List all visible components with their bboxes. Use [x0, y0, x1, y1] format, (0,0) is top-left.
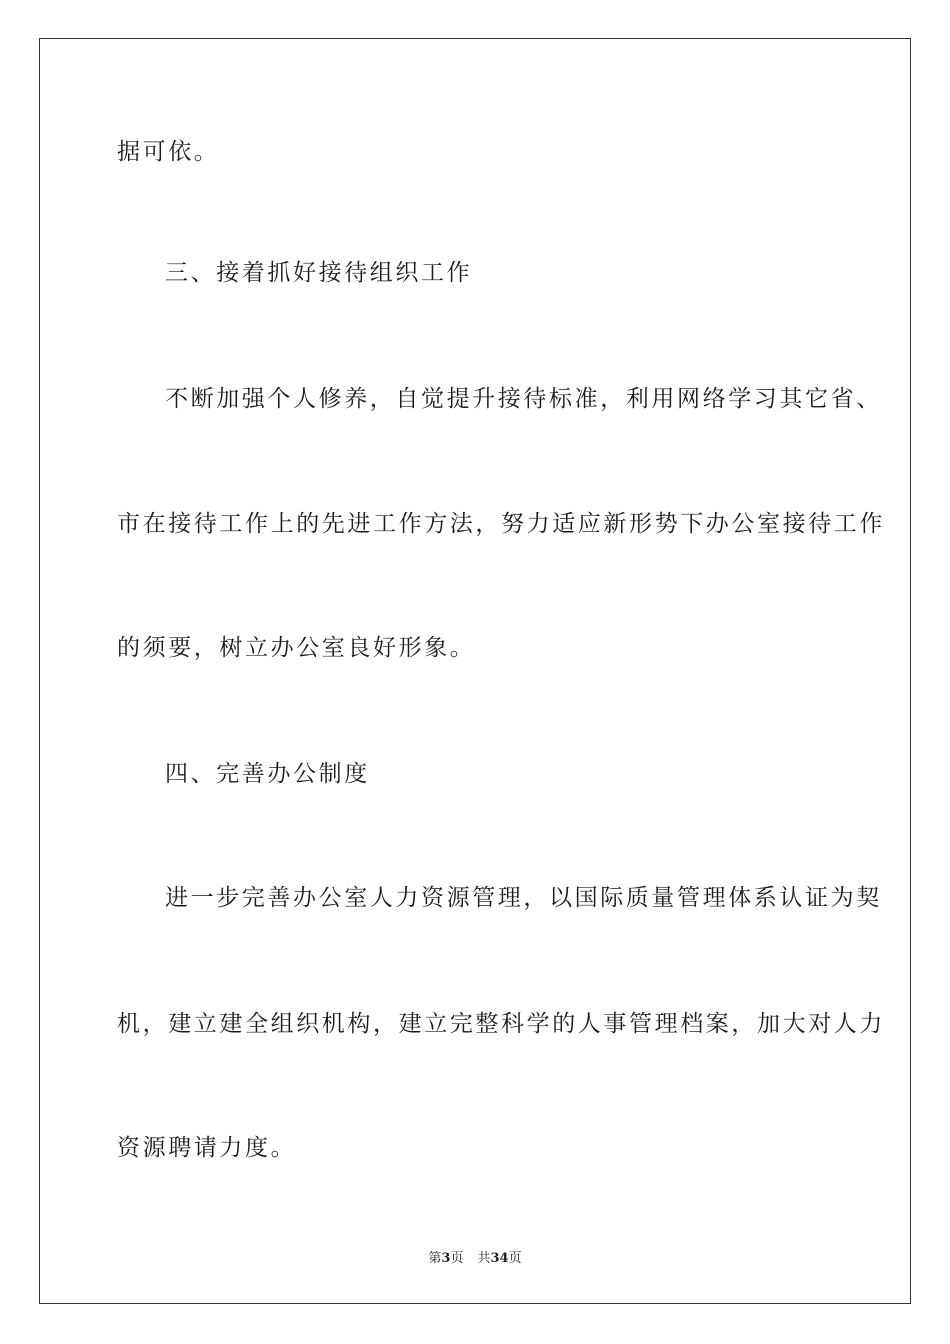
paragraph-line: 据可依。	[117, 139, 220, 165]
section-heading: 三、接着抓好接待组织工作	[165, 260, 473, 286]
page-number: 3	[441, 1251, 451, 1266]
page-suffix: 页	[450, 1251, 464, 1266]
paragraph-line: 的须要，树立办公室良好形象。	[117, 635, 476, 661]
paragraph-line: 进一步完善办公室人力资源管理，以国际质量管理体系认证为契	[165, 885, 882, 911]
page-border	[39, 38, 911, 1304]
page-prefix: 第	[428, 1251, 442, 1266]
page-footer	[0, 1247, 950, 1266]
total-suffix: 页	[508, 1251, 522, 1266]
total-prefix: 共	[477, 1251, 491, 1266]
total-pages: 34	[490, 1251, 509, 1266]
paragraph-line: 不断加强个人修养，自觉提升接待标准，利用网络学习其它省、	[165, 386, 882, 412]
section-heading: 四、完善办公制度	[165, 761, 370, 787]
paragraph-line: 机，建立建全组织机构，建立完整科学的人事管理档案，加大对人力	[117, 1011, 885, 1037]
paragraph-line: 资源聘请力度。	[117, 1135, 297, 1161]
paragraph-line: 市在接待工作上的先进工作方法，努力适应新形势下办公室接待工作	[117, 511, 885, 537]
